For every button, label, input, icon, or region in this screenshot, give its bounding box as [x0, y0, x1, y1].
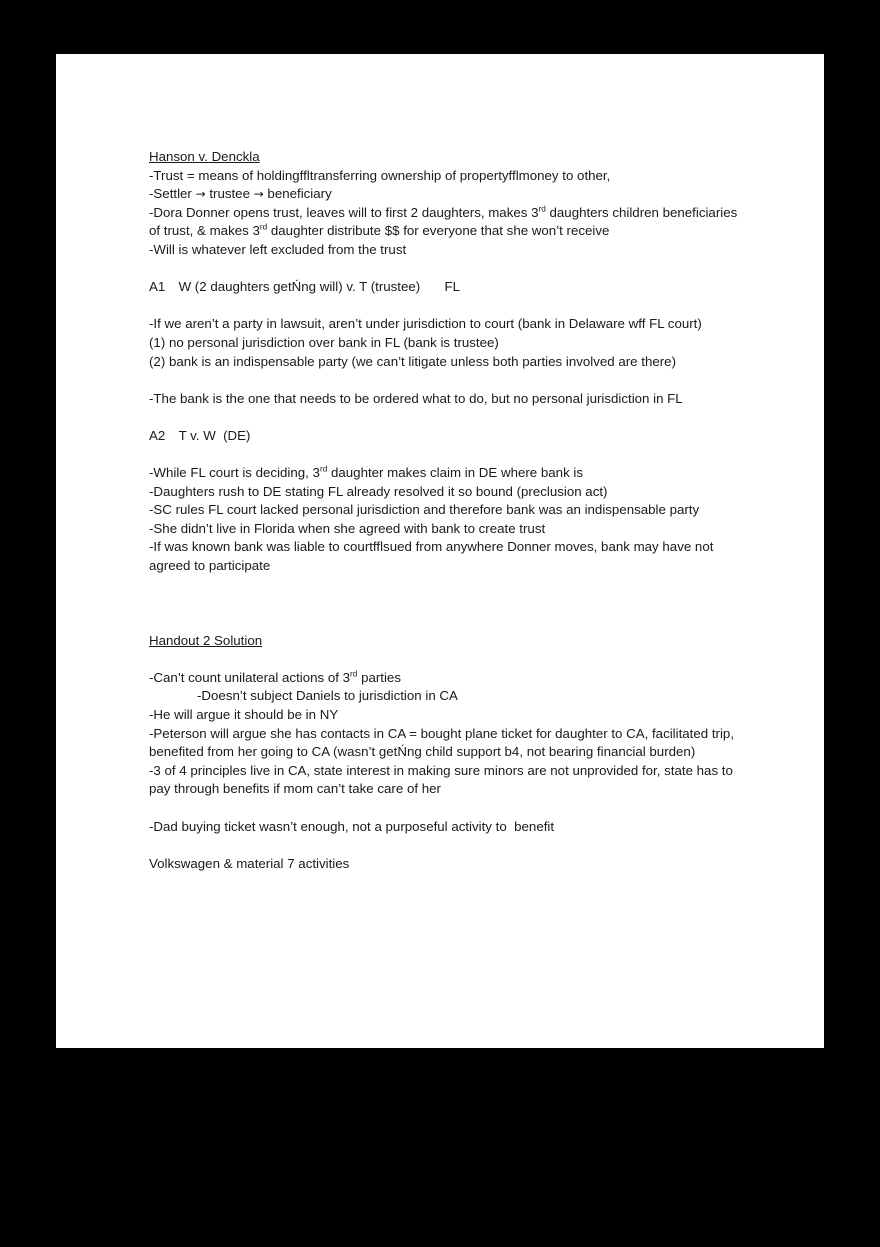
- handout2-line-3: -He will argue it should be in NY: [149, 707, 339, 723]
- handout2-line-5: -3 of 4 principles live in CA, state interest in making sure minors are not unprovided for, state has to pay through benefits if mom can’t take care of her: [149, 762, 737, 797]
- handout2-subline: -Doesn’t subject Daniels to jurisdiction in CA: [197, 688, 458, 704]
- section-heading-hanson: Hanson v. Denckla: [149, 149, 260, 164]
- arrow-icon: →: [195, 187, 206, 202]
- document-page: [56, 54, 824, 1048]
- a1-line-1: -If we aren’t a party in lawsuit, aren’t under jurisdiction to court (bank in Delaware wff FL court): [149, 316, 702, 332]
- handout2-line-7: Volkswagen & material 7 activities: [149, 855, 350, 871]
- spacer: [149, 408, 739, 427]
- a2-line-5: -If was known bank was liable to courtfflsued from anywhere Donner moves, bank may have not agreed to participate: [149, 539, 718, 574]
- a2-line-3: -SC rules FL court lacked personal jurisdiction and therefore bank was an indispensable party: [149, 502, 700, 518]
- a1-line-2: (1) no personal jurisdiction over bank in FL (bank is trustee): [149, 334, 499, 350]
- handout2-line-4: -Peterson will argue she has contacts in CA = bought plane ticket for daughter to CA, facilitated trip, benefited from her going to CA (wasn’t getŃng child support b4, not bearing financial burden): [149, 725, 738, 760]
- arrow-icon: →: [253, 187, 264, 202]
- section-gap: [149, 576, 739, 632]
- a2-line-4: -She didn’t live in Florida when she agreed with bank to create trust: [149, 520, 546, 536]
- document-content: [149, 148, 739, 873]
- spacer: [149, 260, 739, 279]
- spacer: [149, 446, 739, 465]
- a1-line-3: (2) bank is an indispensable party (we can’t litigate unless both parties involved are there): [149, 353, 676, 369]
- spacer: [149, 371, 739, 390]
- section-heading-handout2: Handout 2 Solution: [149, 632, 263, 648]
- a1-header: A1 W (2 daughters getŃng will) v. T (trustee) FL: [149, 279, 461, 295]
- a2-line-1: -While FL court is deciding, 3rd daughter makes claim in DE where bank is: [149, 464, 584, 481]
- spacer: [149, 799, 739, 818]
- hanson-line-4: -Will is whatever left excluded from the trust: [149, 241, 407, 257]
- spacer: [149, 297, 739, 316]
- a2-line-2: -Daughters rush to DE stating FL already resolved it so bound (preclusion act): [149, 483, 608, 499]
- hanson-line-1: -Trust = means of holdingffltransferring ownership of propertyfflmoney to other,: [149, 167, 611, 183]
- a1-closing: -The bank is the one that needs to be ordered what to do, but no personal jurisdiction in FL: [149, 390, 683, 406]
- handout2-line-1: -Can’t count unilateral actions of 3rd parties: [149, 669, 401, 685]
- spacer: [149, 650, 739, 669]
- spacer: [149, 836, 739, 855]
- handout2-line-6: -Dad buying ticket wasn’t enough, not a purposeful activity to benefit: [149, 818, 555, 834]
- hanson-line-2: -Settler → trustee → beneficiary: [149, 186, 332, 202]
- hanson-line-3: -Dora Donner opens trust, leaves will to first 2 daughters, makes 3rd daughters children beneficiaries of trust, & makes 3rd daughter distribute $$ for everyone that she won’t receive: [149, 204, 741, 239]
- a2-header: A2 T v. W (DE): [149, 427, 251, 443]
